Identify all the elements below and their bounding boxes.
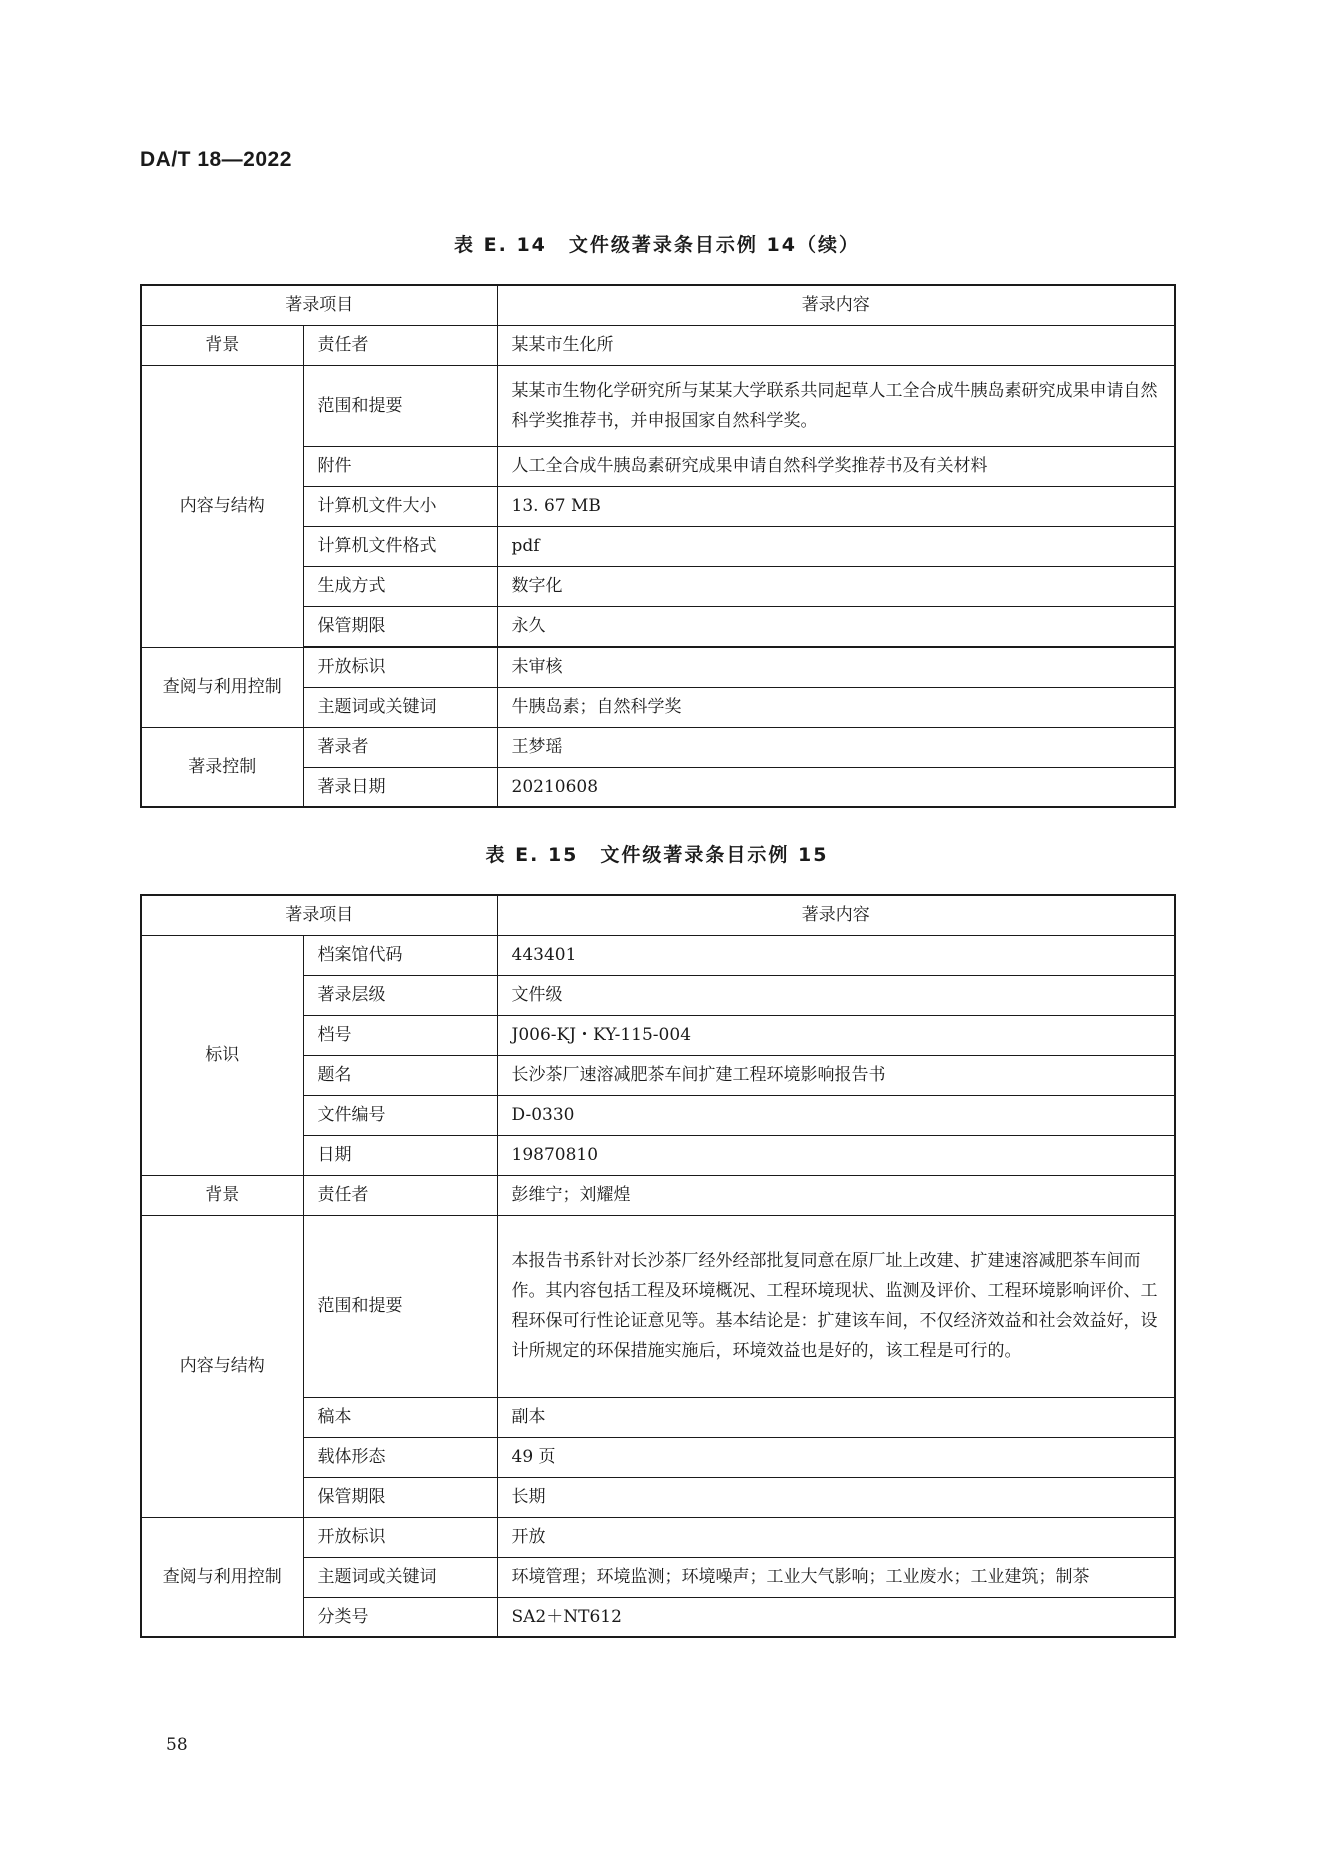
- field-label: 责任者: [303, 325, 497, 365]
- field-label: 分类号: [303, 1597, 497, 1637]
- table-row: [141, 727, 1175, 767]
- table-row: [141, 1175, 1175, 1215]
- field-value: pdf: [497, 526, 1175, 566]
- field-value: 未审核: [497, 647, 1175, 687]
- group-content-structure: 内容与结构: [141, 1215, 303, 1517]
- field-label: 载体形态: [303, 1437, 497, 1477]
- field-value: J006-KJ・KY-115-004: [497, 1015, 1175, 1055]
- field-label: 附件: [303, 446, 497, 486]
- field-value: 443401: [497, 935, 1175, 975]
- group-content-structure: 内容与结构: [141, 365, 303, 647]
- page-number: 58: [166, 1735, 188, 1755]
- field-value: 开放: [497, 1517, 1175, 1557]
- field-label: 档案馆代码: [303, 935, 497, 975]
- field-label: 范围和提要: [303, 365, 497, 446]
- table-e15-caption: [140, 840, 1174, 867]
- table-row: [141, 365, 1175, 446]
- table-e14-caption-title: 文件级著录条目示例 14（续）: [568, 234, 860, 256]
- field-value: 副本: [497, 1397, 1175, 1437]
- field-label: 主题词或关键词: [303, 687, 497, 727]
- field-label: 计算机文件大小: [303, 486, 497, 526]
- field-value: 49 页: [497, 1437, 1175, 1477]
- table-row: [141, 647, 1175, 687]
- group-access-control: 查阅与利用控制: [141, 647, 303, 727]
- field-value: 某某市生物化学研究所与某某大学联系共同起草人工全合成牛胰岛素研究成果申请自然科学奖推荐书，并申报国家自然科学奖。: [497, 365, 1175, 446]
- header-content: 著录内容: [497, 895, 1175, 935]
- field-label: 开放标识: [303, 647, 497, 687]
- field-value: 20210608: [497, 767, 1175, 807]
- field-value: 某某市生化所: [497, 325, 1175, 365]
- table-e15-caption-label: 表 E. 15: [485, 844, 579, 866]
- field-value: 数字化: [497, 566, 1175, 606]
- header-item: 著录项目: [141, 285, 497, 325]
- group-catalog-control: 著录控制: [141, 727, 303, 807]
- group-access-control: 查阅与利用控制: [141, 1517, 303, 1637]
- field-label: 保管期限: [303, 606, 497, 646]
- table-row: [141, 935, 1175, 975]
- table-e14: [140, 284, 1176, 808]
- field-label: 稿本: [303, 1397, 497, 1437]
- table-e15-caption-title: 文件级著录条目示例 15: [600, 844, 829, 866]
- field-value: 环境管理；环境监测；环境噪声；工业大气影响；工业废水；工业建筑；制茶: [497, 1557, 1175, 1597]
- header-content: 著录内容: [497, 285, 1175, 325]
- field-label: 主题词或关键词: [303, 1557, 497, 1597]
- field-value: 13. 67 MB: [497, 486, 1175, 526]
- table-e15: [140, 894, 1176, 1638]
- field-value: 19870810: [497, 1135, 1175, 1175]
- table-row: [141, 1517, 1175, 1557]
- field-label: 著录者: [303, 727, 497, 767]
- field-label: 开放标识: [303, 1517, 497, 1557]
- field-value: 彭维宁；刘耀煌: [497, 1175, 1175, 1215]
- field-label: 档号: [303, 1015, 497, 1055]
- field-label: 生成方式: [303, 566, 497, 606]
- header-item: 著录项目: [141, 895, 497, 935]
- standard-code: DA/T 18—2022: [140, 148, 292, 171]
- field-label: 计算机文件格式: [303, 526, 497, 566]
- group-background: 背景: [141, 325, 303, 365]
- field-label: 日期: [303, 1135, 497, 1175]
- field-value: 王梦瑶: [497, 727, 1175, 767]
- field-label: 责任者: [303, 1175, 497, 1215]
- field-value: D-0330: [497, 1095, 1175, 1135]
- field-value: 牛胰岛素；自然科学奖: [497, 687, 1175, 727]
- field-label: 著录日期: [303, 767, 497, 807]
- field-label: 文件编号: [303, 1095, 497, 1135]
- group-background: 背景: [141, 1175, 303, 1215]
- table-e14-caption-label: 表 E. 14: [454, 234, 547, 256]
- field-value: 文件级: [497, 975, 1175, 1015]
- table-row: [141, 325, 1175, 365]
- field-value: SA2＋NT612: [497, 1597, 1175, 1637]
- field-label: 题名: [303, 1055, 497, 1095]
- table-header-row: [141, 895, 1175, 935]
- field-value: 永久: [497, 606, 1175, 646]
- table-header-row: [141, 285, 1175, 325]
- field-value: 人工全合成牛胰岛素研究成果申请自然科学奖推荐书及有关材料: [497, 446, 1175, 486]
- table-e14-caption: [140, 230, 1174, 257]
- field-value: 本报告书系针对长沙茶厂经外经部批复同意在原厂址上改建、扩建速溶减肥茶车间而作。其内容包括工程及环境概况、工程环境现状、监测及评价、工程环境影响评价、工程环保可行性论证意见等。基本结论是：扩建该车间，不仅经济效益和社会效益好，设计所规定的环保措施实施后，环境效益也是好的，该工程是可行的。: [497, 1215, 1175, 1397]
- group-identification: 标识: [141, 935, 303, 1175]
- field-value: 长沙茶厂速溶减肥茶车间扩建工程环境影响报告书: [497, 1055, 1175, 1095]
- field-value: 长期: [497, 1477, 1175, 1517]
- field-label: 保管期限: [303, 1477, 497, 1517]
- table-row: [141, 1215, 1175, 1397]
- field-label: 范围和提要: [303, 1215, 497, 1397]
- field-label: 著录层级: [303, 975, 497, 1015]
